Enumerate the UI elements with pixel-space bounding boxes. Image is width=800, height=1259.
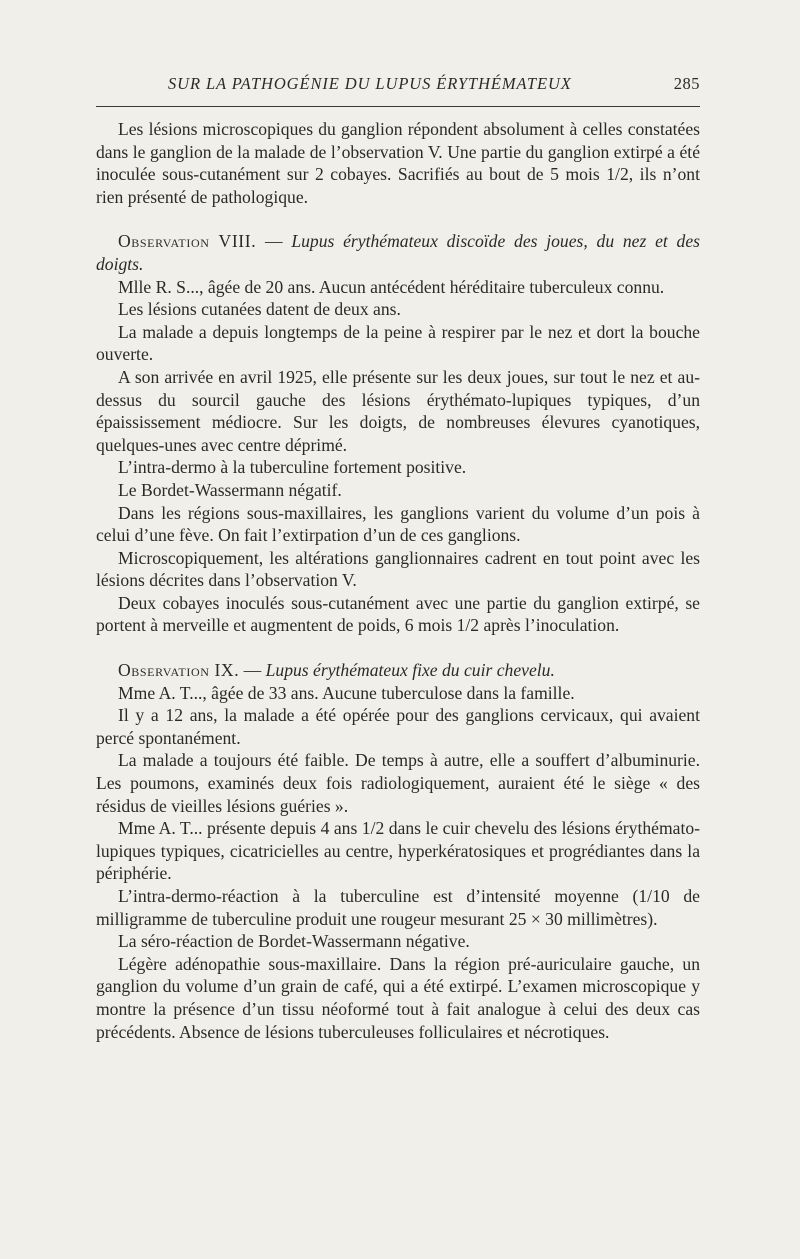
observation-9-title: Lupus érythémateux fixe du cuir chevelu. [265, 660, 555, 681]
intro-paragraph: Les lésions microscopiques du ganglion répondent absolument à celles constatées dans le ganglion de la malade de l’observation V. Une partie du ganglion extirpé a été inoculée sous-cutanément sur 2 cobayes. Sacrifiés au bout de 5 mois 1/2, ils n’ont rien présenté de pathologique. [96, 119, 700, 207]
header-rule [96, 106, 700, 107]
obs9-paragraph: Il y a 12 ans, la malade a été opérée pour des ganglions cervicaux, qui avaient percé spontanément. [96, 705, 700, 748]
page-number: 285 [673, 74, 700, 93]
obs8-paragraph: L’intra-dermo à la tuberculine fortement positive. [118, 457, 467, 478]
obs8-paragraph: La malade a depuis longtemps de la peine à respirer par le nez et dort la bouche ouverte. [96, 321, 700, 365]
observation-9-heading [96, 659, 700, 682]
body-text [96, 118, 700, 1043]
obs9-paragraph: Mme A. T..., âgée de 33 ans. Aucune tuberculose dans la famille. [118, 682, 575, 703]
observation-9-label: Observation IX. [118, 660, 240, 681]
observation-9-dash: — [239, 660, 266, 681]
obs9-paragraph: L’intra-dermo-réaction à la tuberculine est d’intensité moyenne (1/10 de milligramme de tuberculine produit une rougeur mesurant 25 × 30 millimètres). [96, 886, 700, 929]
obs9-paragraph: La malade a toujours été faible. De temps à autre, elle a souffert d’albuminurie. Les poumons, examinés deux fois radiologiquement, auraient été le siège « des résidus de vieilles lésions guéries ». [96, 750, 700, 816]
obs8-paragraph: Les lésions cutanées datent de deux ans. [118, 299, 401, 320]
running-title: SUR LA PATHOGÉNIE DU LUPUS ÉRYTHÉMATEUX [168, 74, 572, 93]
obs8-paragraph: Deux cobayes inoculés sous-cutanément avec une partie du ganglion extirpé, se portent à merveille et augmentent de poids, 6 mois 1/2 après l’inoculation. [96, 592, 700, 636]
observation-8-heading [96, 230, 700, 275]
obs8-paragraph: Microscopiquement, les altérations ganglionnaires cadrent en tout point avec les lésions décrites dans l’observation V. [96, 547, 700, 591]
obs9-paragraph: Légère adénopathie sous-maxillaire. Dans la région pré-auriculaire gauche, un ganglion du volume d’un grain de café, qui a été extirpé. L’examen microscopique y montre la présence d’un tissu néoformé tout à fait analogue à celui des deux cas précédents. Absence de lésions tuberculeuses folliculaires et nécrotiques. [96, 953, 700, 1042]
obs9-paragraph: La séro-réaction de Bordet-Wassermann négative. [118, 931, 470, 952]
observation-8-dash: — [256, 231, 292, 252]
obs8-paragraph: Dans les régions sous-maxillaires, les ganglions varient du volume d’un pois à celui d’une fève. On fait l’extirpation d’un de ces ganglions. [96, 502, 700, 546]
obs8-paragraph: A son arrivée en avril 1925, elle présente sur les deux joues, sur tout le nez et au-dessus du sourcil gauche des lésions érythémato-lupiques typiques, d’un épaississement médiocre. Sur les doigts, de nombreuses élevures cyanotiques, quelques-unes avec centre déprimé. [96, 366, 700, 455]
running-head [96, 74, 700, 100]
obs8-paragraph: Mlle R. S..., âgée de 20 ans. Aucun antécédent héréditaire tuberculeux connu. [118, 276, 665, 297]
obs9-paragraph: Mme A. T... présente depuis 4 ans 1/2 dans le cuir chevelu des lésions érythémato-lupiques typiques, cicatricielles au centre, hyperkératosiques et progrédiantes dans la périphérie. [96, 818, 700, 884]
observation-8-title: Lupus érythémateux discoïde des joues, du nez et des doigts. [96, 231, 701, 274]
observation-8-label: Observation VIII. [118, 231, 257, 252]
obs8-paragraph: Le Bordet-Wassermann négatif. [118, 479, 342, 500]
